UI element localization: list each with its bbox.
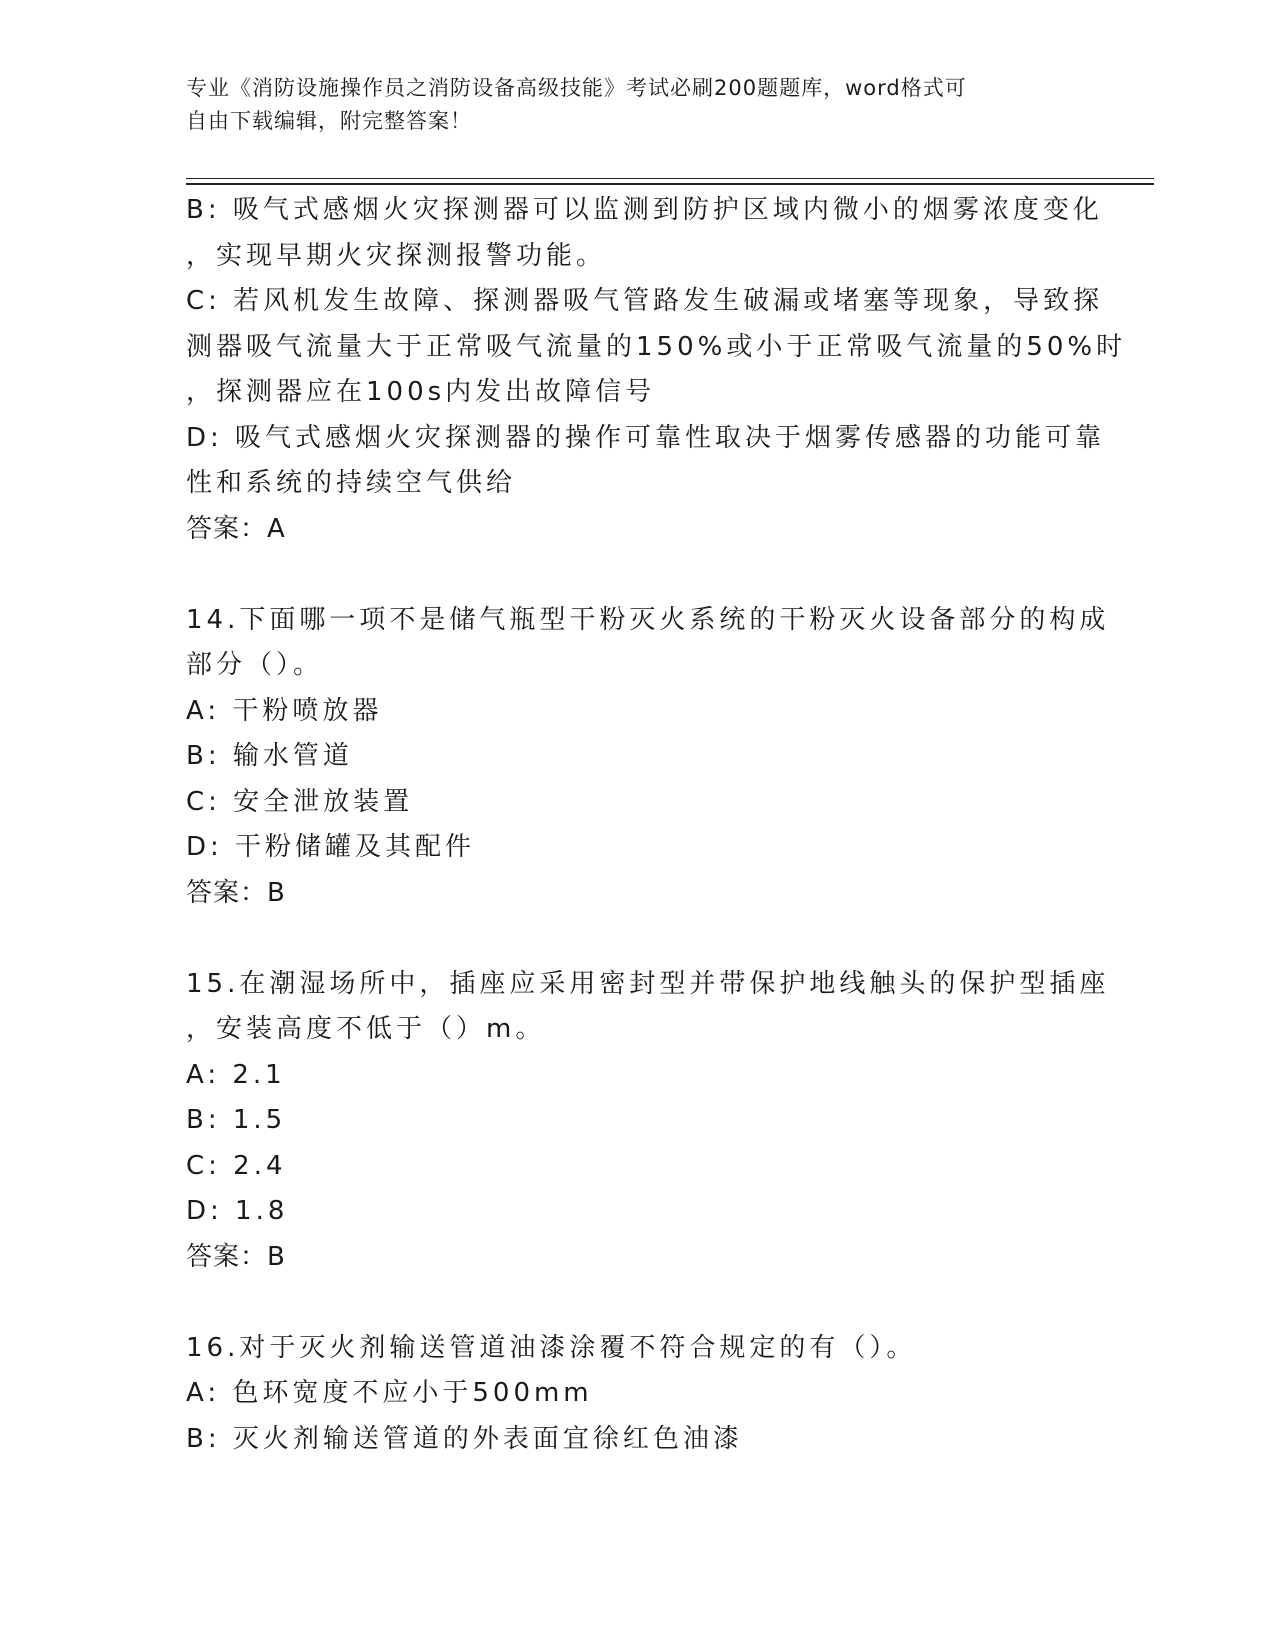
answer: 答案：B — [186, 877, 286, 908]
option-b: B: 输水管道 — [186, 741, 353, 771]
document-body — [186, 188, 1127, 1462]
question-14 — [186, 598, 1110, 917]
question-stem: ，安装高度不低于（）m。 — [186, 1014, 546, 1044]
option-a: A: 色环宽度不应小于500mm — [186, 1378, 593, 1408]
question-16 — [186, 1326, 1086, 1463]
question-stem: 14.下面哪一项不是储气瓶型干粉灭火系统的干粉灭火设备部分的构成 — [186, 604, 1110, 635]
question-stem: 16.对于灭火剂输送管道油漆涂覆不符合规定的有（）。 — [186, 1332, 917, 1363]
option-b-line: B: 吸气式感烟火灾探测器可以监测到防护区域内微小的烟雾浓度变化 — [186, 195, 1103, 225]
question-13-tail — [186, 188, 1127, 552]
option-c-line: C: 若风机发生故障、探测器吸气管路发生破漏或堵塞等现象，导致探 — [186, 286, 1104, 316]
option-a: A: 2.1 — [186, 1059, 286, 1090]
option-b: B: 灭火剂输送管道的外表面宜徐红色油漆 — [186, 1423, 743, 1454]
option-c-line: ，探测器应在100s内发出故障信号 — [186, 377, 656, 407]
answer: 答案：B — [186, 1241, 286, 1272]
spacer — [186, 1280, 1086, 1326]
header-line-1: 专业《消防设施操作员之消防设备高级技能》考试必刷200题题库，word格式可 — [186, 76, 967, 100]
option-a: A: 干粉喷放器 — [186, 695, 383, 726]
spacer — [186, 552, 1086, 598]
answer: 答案：A — [186, 513, 286, 544]
option-d: D: 1.8 — [186, 1196, 289, 1226]
option-d-line: D: 吸气式感烟火灾探测器的操作可靠性取决于烟雾传感器的功能可靠 — [186, 422, 1106, 453]
header-divider-thick — [186, 183, 1154, 185]
question-stem: 15.在潮湿场所中，插座应采用密封型并带保护地线触头的保护型插座 — [186, 968, 1110, 999]
option-c — [186, 279, 1127, 416]
question-stem: 部分（）。 — [186, 650, 324, 680]
option-c: C: 2.4 — [186, 1150, 287, 1181]
option-d: D: 干粉储罐及其配件 — [186, 832, 476, 862]
option-c: C: 安全泄放装置 — [186, 786, 414, 817]
option-b — [186, 188, 1103, 279]
option-b: B: 1.5 — [186, 1105, 287, 1135]
document-header — [186, 72, 1066, 138]
header-divider-thin — [186, 178, 1154, 179]
option-b-line: ，实现早期火灾探测报警功能。 — [186, 240, 607, 271]
question-15 — [186, 962, 1110, 1281]
option-c-line: 测器吸气流量大于正常吸气流量的150%或小于正常吸气流量的50%时 — [186, 331, 1127, 362]
header-line-2: 自由下载编辑，附完整答案！ — [186, 109, 472, 133]
option-d-line: 性和系统的持续空气供给 — [186, 468, 517, 498]
spacer — [186, 916, 1086, 962]
option-d — [186, 416, 1106, 507]
